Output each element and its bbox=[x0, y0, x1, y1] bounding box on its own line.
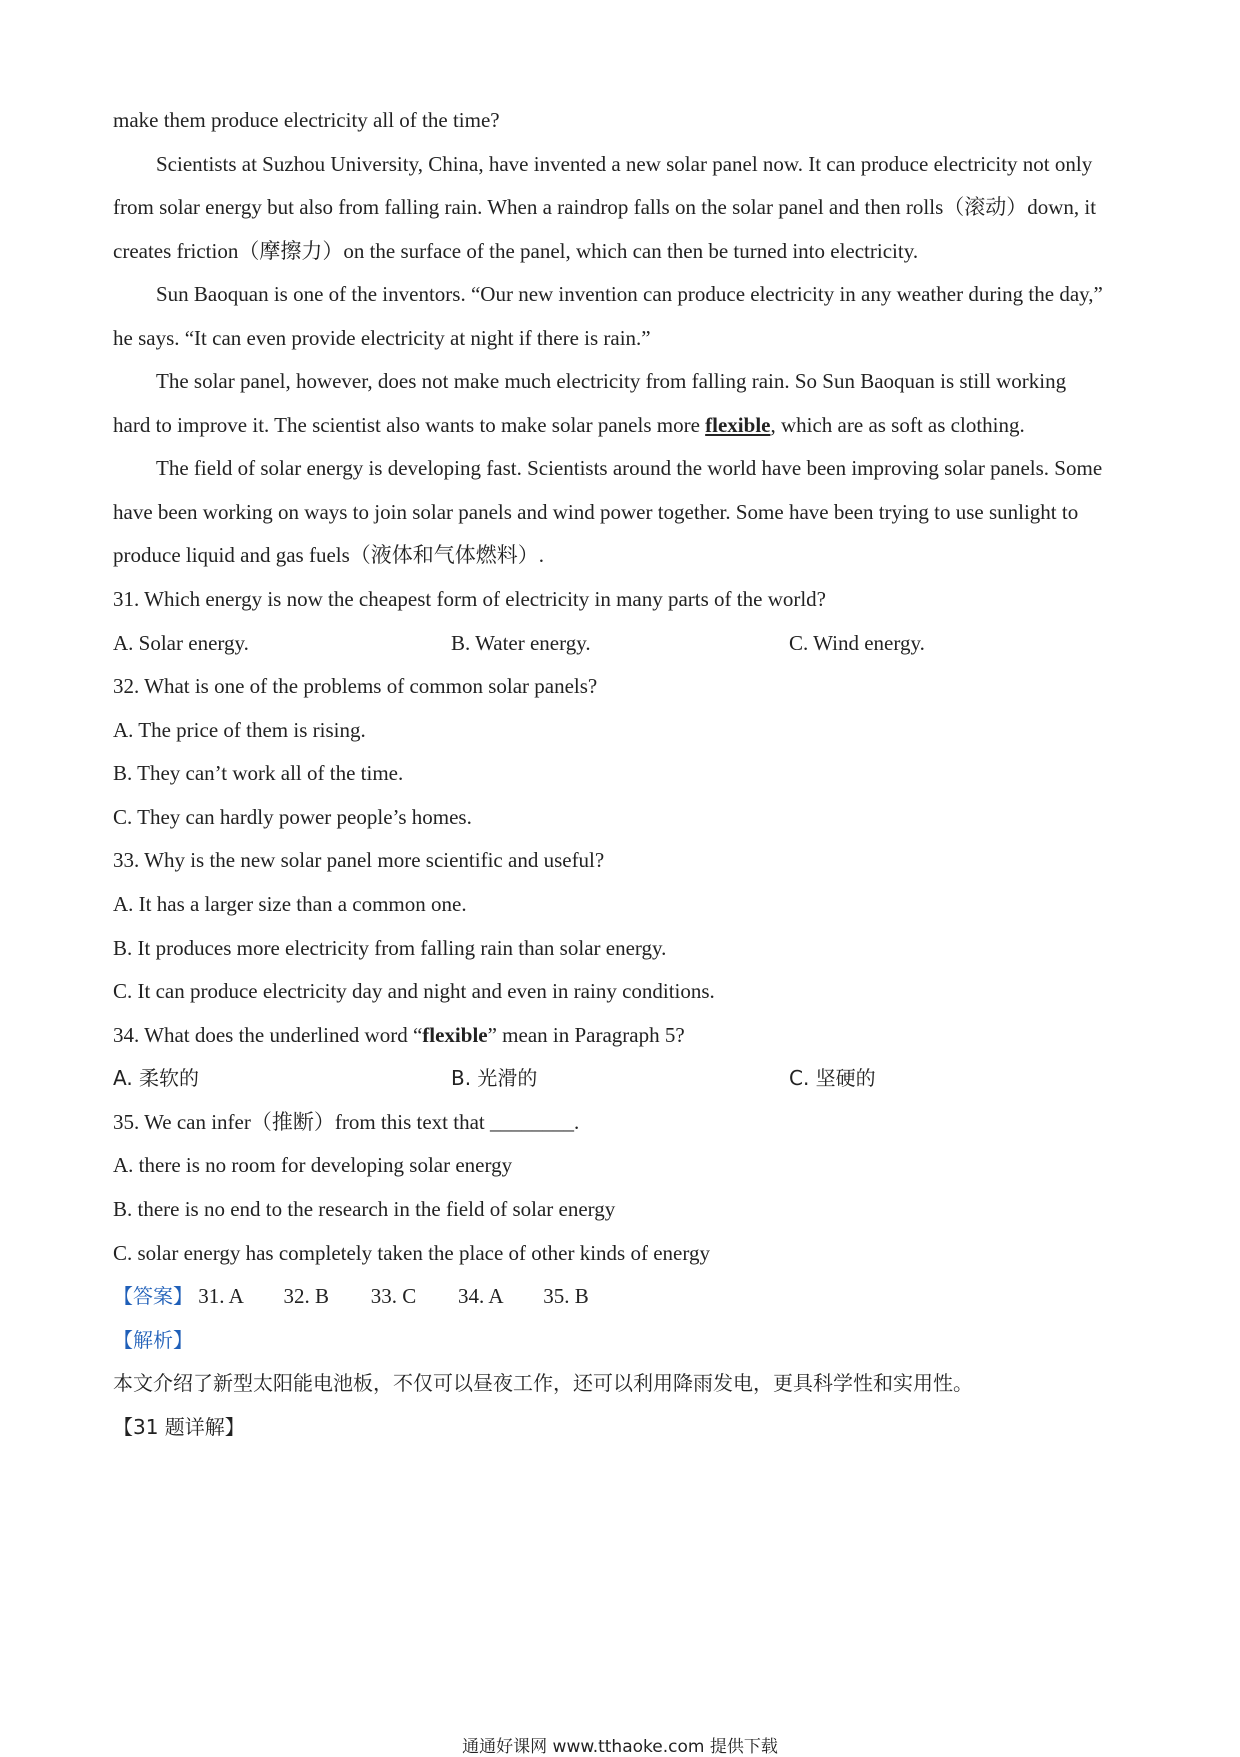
question-stem: 35. We can infer（推断）from this text that ________. bbox=[113, 1110, 580, 1134]
page-footer: 通通好课网 www.tthaoke.com 提供下载 bbox=[462, 1737, 778, 1757]
option-c: C. They can hardly power people’s homes. bbox=[113, 805, 472, 829]
passage-line: Sun Baoquan is one of the inventors. “Our new invention can produce electricity in any weather during the day,” bbox=[156, 282, 1103, 306]
option-c: C. Wind energy. bbox=[789, 631, 925, 655]
passage-line: he says. “It can even provide electricity at night if there is rain.” bbox=[113, 326, 651, 350]
option-a: A. It has a larger size than a common one. bbox=[113, 892, 467, 916]
passage-line: from solar energy but also from falling rain. When a raindrop falls on the solar panel and then rolls（滚动）down, it bbox=[113, 195, 1097, 219]
question-stem: 33. Why is the new solar panel more scientific and useful? bbox=[113, 848, 605, 872]
question-text: ” mean in Paragraph 5? bbox=[487, 1023, 685, 1047]
question-stem: 31. Which energy is now the cheapest form of electricity in many parts of the world? bbox=[113, 587, 827, 611]
answer-item: 33. C bbox=[370, 1284, 417, 1308]
analysis-text: 本文介绍了新型太阳能电池板，不仅可以昼夜工作，还可以利用降雨发电，更具科学性和实用性。 bbox=[113, 1371, 973, 1395]
underlined-word: flexible bbox=[705, 413, 771, 437]
passage-text: hard to improve it. The scientist also wants to make solar panels more bbox=[113, 413, 706, 437]
passage-line bbox=[113, 412, 1025, 438]
passage-line: have been working on ways to join solar panels and wind power together. Some have been trying to use sunlight to bbox=[113, 500, 1079, 524]
option-a: A. The price of them is rising. bbox=[113, 718, 366, 742]
passage-line: creates friction（摩擦力）on the surface of the panel, which can then be turned into electricity. bbox=[113, 239, 919, 263]
option-c: C. solar energy has completely taken the place of other kinds of energy bbox=[113, 1241, 710, 1265]
option-a: A. Solar energy. bbox=[113, 631, 249, 655]
answer-item: 31. A bbox=[198, 1284, 244, 1308]
answer-item: 35. B bbox=[543, 1284, 589, 1308]
question-stem bbox=[113, 1022, 685, 1048]
passage-line: The solar panel, however, does not make much electricity from falling rain. So Sun Baoquan is still working bbox=[156, 369, 1067, 393]
option-b: B. They can’t work all of the time. bbox=[113, 761, 404, 785]
option-c: C. It can produce electricity day and night and even in rainy conditions. bbox=[113, 979, 715, 1003]
option-a: A. there is no room for developing solar energy bbox=[113, 1153, 513, 1177]
passage-text: , which are as soft as clothing. bbox=[770, 413, 1025, 437]
option-b: B. It produces more electricity from falling rain than solar energy. bbox=[113, 936, 667, 960]
passage-line: make them produce electricity all of the time? bbox=[113, 108, 500, 132]
option-b: B. Water energy. bbox=[451, 631, 591, 655]
analysis-label: 【解析】 bbox=[113, 1328, 193, 1352]
option-b: B. there is no end to the research in the field of solar energy bbox=[113, 1197, 616, 1221]
option-a: A. 柔软的 bbox=[113, 1066, 200, 1090]
answer-item: 32. B bbox=[283, 1284, 330, 1308]
answer-label: 【答案】 bbox=[113, 1284, 193, 1308]
option-b: B. 光滑的 bbox=[451, 1066, 538, 1090]
question-stem: 32. What is one of the problems of common solar panels? bbox=[113, 674, 598, 698]
question-text: 34. What does the underlined word “ bbox=[113, 1023, 423, 1047]
answer-item: 34. A bbox=[458, 1284, 504, 1308]
bold-word: flexible bbox=[422, 1023, 488, 1047]
option-c: C. 坚硬的 bbox=[789, 1066, 876, 1090]
passage-line: The field of solar energy is developing fast. Scientists around the world have been improving solar panels. Some bbox=[156, 456, 1103, 480]
detail-label: 【31 题详解】 bbox=[113, 1415, 245, 1439]
answer-line bbox=[113, 1283, 589, 1309]
passage-line: produce liquid and gas fuels（液体和气体燃料）. bbox=[113, 543, 545, 567]
passage-line: Scientists at Suzhou University, China, have invented a new solar panel now. It can produce electricity not only bbox=[156, 152, 1093, 176]
